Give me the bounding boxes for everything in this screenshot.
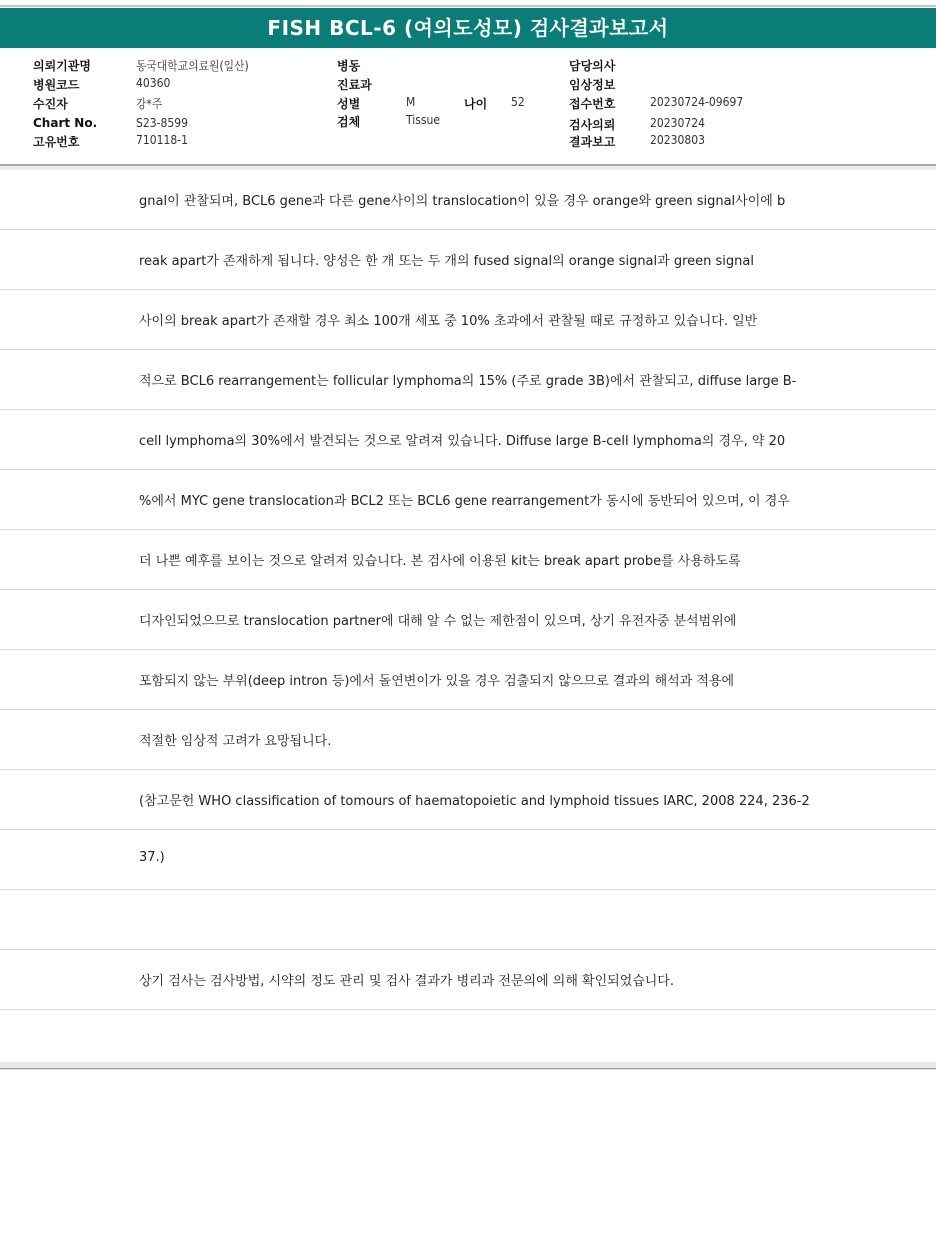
report-line [0,1010,936,1070]
report-line [0,650,936,710]
sex-label: 성별 [337,97,361,111]
report-date-label: 결과보고 [569,135,616,149]
report-title: FISH BCL-6 (여의도성모) 검사결과보고서 [0,8,936,48]
receipt-no-label: 접수번호 [569,97,616,111]
hospital-code-label: 병원코드 [33,78,80,92]
age-value: 52 [511,95,525,109]
report-line-text: cell lymphoma의 30%에서 발견되는 것으로 알려져 있습니다. Diffuse large B-cell lymphoma의 경우, 약 20 [139,434,786,449]
report-line-text: 37.) [139,850,165,865]
institution-value: 동국대학교의료원(일산) [136,59,249,73]
institution-label: 의뢰기관명 [33,59,91,73]
doctor-label: 담당의사 [569,59,616,73]
unique-no-label: 고유번호 [33,135,80,149]
report-line [0,890,936,950]
top-border [0,5,936,7]
receipt-no-value: 20230724-09697 [650,95,744,109]
report-line-text: 적절한 임상적 고려가 요망됩니다. [139,734,332,749]
chart-no-label: Chart No. [33,116,98,130]
specimen-value: Tissue [406,113,441,127]
patient-value: 강*주 [136,97,163,111]
report-line [0,530,936,590]
request-date-label: 검사의뢰 [569,118,616,132]
request-date-value: 20230724 [650,116,705,130]
report-line [0,170,936,230]
dept-label: 진료과 [337,78,372,92]
report-line-text: (참고문헌 WHO classification of tomours of haematopoietic and lymphoid tissues IARC, 2008 224, 236-2 [139,794,810,809]
report-line [0,710,936,770]
report-line [0,590,936,650]
hospital-code-value: 40360 [136,76,171,90]
report-line [0,770,936,830]
report-line-text: 포함되지 않는 부위(deep intron 등)에서 돌연변이가 있을 경우 검출되지 않으므로 결과의 해석과 적용에 [139,674,735,689]
ward-label: 병동 [337,59,361,73]
report-line [0,410,936,470]
clinical-info-label: 임상정보 [569,78,616,92]
age-label: 나이 [464,97,488,111]
sex-value: M [406,95,416,109]
report-line [0,290,936,350]
report-line [0,350,936,410]
footer-divider [0,1068,936,1069]
report-line-text: 적으로 BCL6 rearrangement는 follicular lymphoma의 15% (주로 grade 3B)에서 관찰되고, diffuse large B- [139,374,797,389]
patient-info-block [0,48,936,164]
report-line-text: 상기 검사는 검사방법, 시약의 정도 관리 및 검사 결과가 병리과 전문의에 의해 확인되었습니다. [139,974,675,989]
report-line-text: reak apart가 존재하게 됩니다. 양성은 한 개 또는 두 개의 fused signal의 orange signal과 green signal [139,254,754,269]
chart-no-value: S23-8599 [136,116,188,130]
unique-no-value: 710118-1 [136,133,189,147]
report-line-text: 디자인되었으므로 translocation partner에 대해 알 수 없는 제한점이 있으며, 상기 유전자중 분석범위에 [139,614,737,629]
report-line-text: gnal이 관찰되며, BCL6 gene과 다른 gene사이의 translocation이 있을 경우 orange와 green signal사이에 b [139,194,786,209]
report-line-text: 사이의 break apart가 존재할 경우 최소 100개 세포 중 10% 초과에서 관찰될 때로 규정하고 있습니다. 일반 [139,314,758,329]
report-line [0,950,936,1010]
report-line [0,470,936,530]
specimen-label: 검체 [337,115,361,129]
report-date-value: 20230803 [650,133,705,147]
report-line [0,230,936,290]
patient-label: 수진자 [33,97,68,111]
report-line-text: %에서 MYC gene translocation과 BCL2 또는 BCL6 gene rearrangement가 동시에 동반되어 있으며, 이 경우 [139,494,790,509]
report-line-text: 더 나쁜 예후를 보이는 것으로 알려져 있습니다. 본 검사에 이용된 kit는 break apart probe를 사용하도록 [139,554,741,569]
report-body [0,170,936,1070]
report-line [0,830,936,890]
